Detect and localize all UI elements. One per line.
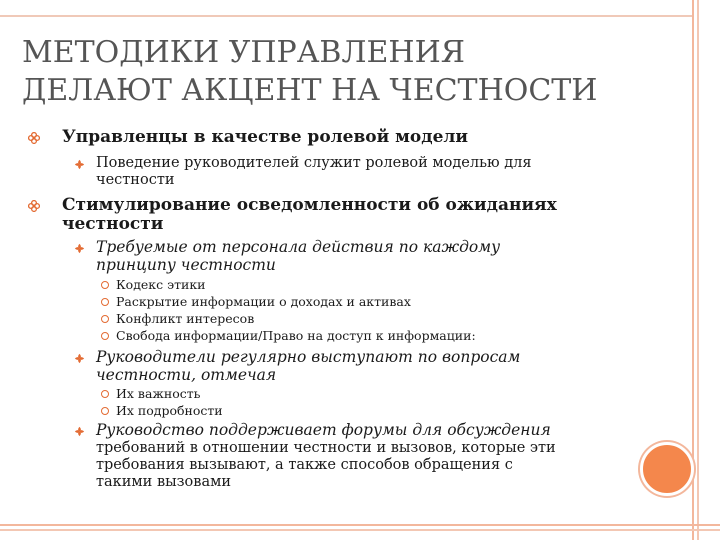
list-item: Кодекс этики [116,277,206,292]
sub-bullet-forums-line4: такими вызовами [96,474,232,490]
bullet-awareness-line1: Стимулирование осведомленности об ожиданиях [62,195,557,215]
title-line-2: ДЕЛАЮТ АКЦЕНТ НА ЧЕСТНОСТИ [22,73,598,108]
sub-bullet-behavior-line2: честности [96,172,175,188]
ring-bullet-icon [101,298,109,306]
title-line-1: МЕТОДИКИ УПРАВЛЕНИЯ [22,35,465,70]
bullet-managers-role-model: Управленцы в качестве ролевой модели [62,127,468,147]
ring-bullet-icon [101,281,109,289]
frame-bottom-line-inner [0,529,720,531]
sub-bullet-required-actions-line1: Требуемые от персонала действия по каждому [96,238,501,256]
sub-bullet-forums-line2: требований в отношении честности и вызовов, которые эти [96,440,556,456]
leaf-bullet-icon [74,353,85,364]
list-item: Их подробности [116,403,223,418]
flower-bullet-icon [28,132,40,144]
list-item: Раскрытие информации о доходах и активах [116,294,411,309]
ring-bullet-icon [101,315,109,323]
list-item: Конфликт интересов [116,311,255,326]
leaf-bullet-icon [74,426,85,437]
bullet-awareness-line2: честности [62,214,164,234]
sub-bullet-leaders-speak-line1: Руководители регулярно выступают по вопросам [96,348,521,366]
ring-bullet-icon [101,390,109,398]
frame-right-line-inner [697,0,699,540]
sub-bullet-behavior-line1: Поведение руководителей служит ролевой моделью для [96,155,532,171]
decorative-circle [640,442,694,496]
slide-title [22,34,662,110]
sub-bullet-leaders-speak-line2: честности, отмечая [96,366,277,384]
flower-bullet-icon [28,200,40,212]
list-item: Их важность [116,386,201,401]
sub-bullet-forums-line3: требования вызывают, а также способов обращения с [96,457,513,473]
list-item: Свобода информации/Право на доступ к информации: [116,328,476,343]
leaf-bullet-icon [74,243,85,254]
ring-bullet-icon [101,332,109,340]
sub-bullet-required-actions-line2: принципу честности [96,256,276,274]
leaf-bullet-icon [74,159,85,170]
sub-bullet-forums-line1: Руководство поддерживает форумы для обсуждения [96,421,551,439]
frame-bottom-line [0,524,720,526]
ring-bullet-icon [101,407,109,415]
frame-top-line [0,15,692,17]
